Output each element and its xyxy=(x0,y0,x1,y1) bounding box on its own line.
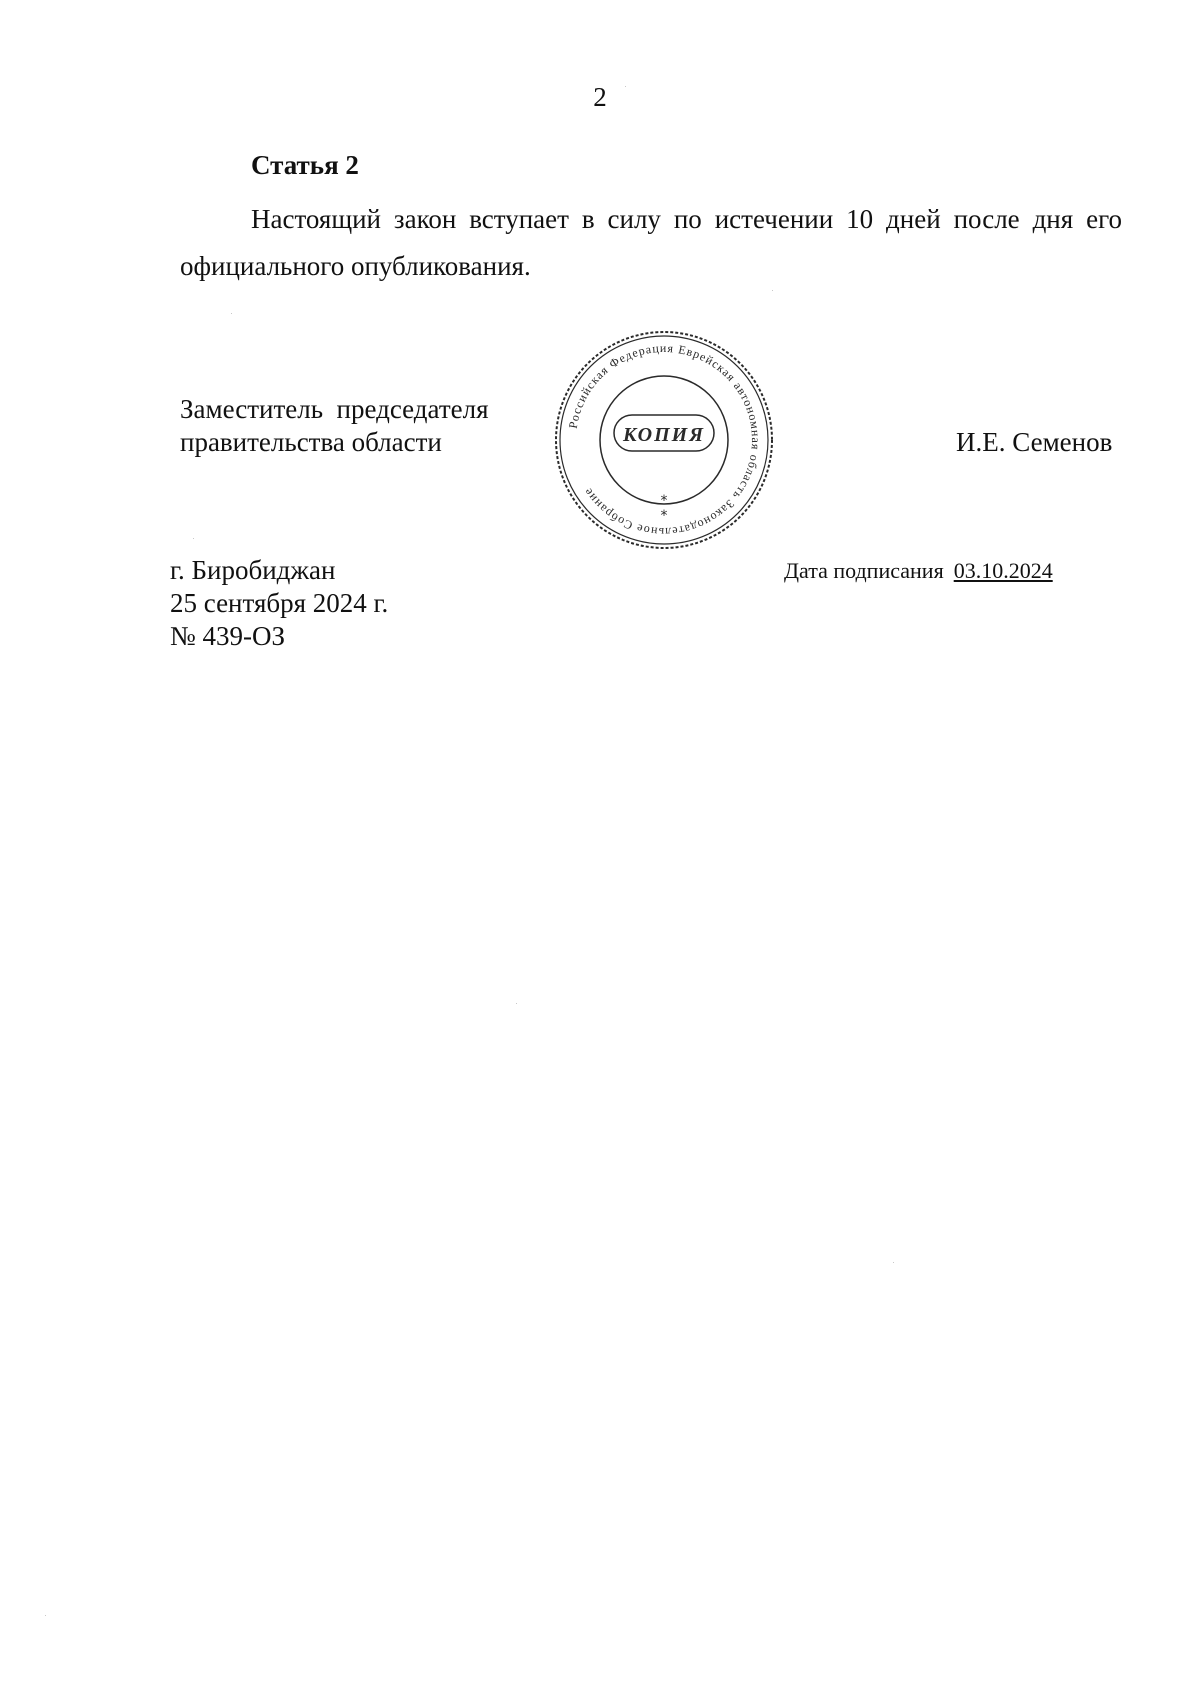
scan-speck xyxy=(625,86,626,87)
place-date-number-block xyxy=(170,554,388,653)
signer-position-line-2: правительства области xyxy=(180,427,442,457)
seal-graphic xyxy=(548,327,780,553)
article-title: Статья 2 xyxy=(251,150,359,180)
scan-speck xyxy=(772,290,773,291)
signer-position-line-1: Заместитель председателя xyxy=(180,394,489,424)
signing-date-value: 03.10.2024 xyxy=(953,558,1053,583)
law-date: 25 сентября 2024 г. xyxy=(170,588,389,618)
article-body-text: Настоящий закон вступает в силу по истечении 10 дней после дня его официального опубликования. xyxy=(180,204,1122,281)
page-number: 2 xyxy=(593,82,607,112)
signer-position xyxy=(180,393,489,459)
scan-speck xyxy=(193,538,194,539)
signing-date-label: Дата подписания xyxy=(784,558,944,583)
seal-center-text: КОПИЯ xyxy=(623,424,705,446)
law-number: № 439-ОЗ xyxy=(170,621,286,651)
scan-speck xyxy=(516,1003,517,1004)
seal-star-icon: * xyxy=(660,508,668,524)
seal-star-icon: * xyxy=(660,493,668,509)
official-seal-stamp xyxy=(548,327,780,553)
signer-name: И.Е. Семенов xyxy=(956,427,1113,457)
signing-date-block xyxy=(784,558,1053,584)
seal-ring-text: Российская Федерация Еврейская автономная область Законодательное Собрание xyxy=(565,340,764,540)
scan-speck xyxy=(231,313,232,314)
scan-speck xyxy=(893,1262,894,1263)
city: г. Биробиджан xyxy=(170,555,336,585)
scan-speck xyxy=(45,1615,46,1616)
